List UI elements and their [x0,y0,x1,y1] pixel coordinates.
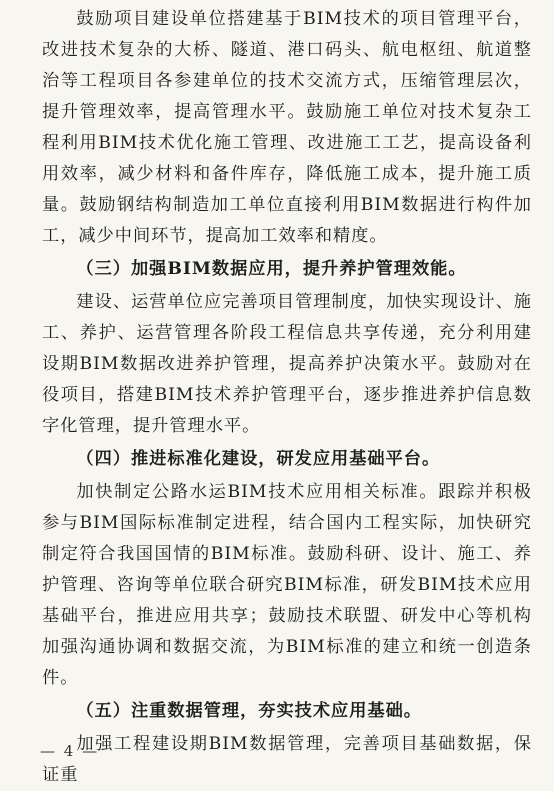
section-heading-4: （四）推进标准化建设，研发应用基础平台。 [76,449,441,469]
document-body [42,4,532,791]
paragraph-standards: 加快制定公路水运BIM技术应用相关标准。跟踪并积极参与BIM国际标准制定进程，结合国内工程实际，加快研究制定符合我国国情的BIM标准。鼓励科研、设计、施工、养护管理、咨询等单位联合研究BIM标准，研发BIM技术应用基础平台，推进应用共享；鼓励技术联盟、研发中心等机构加强沟通协调和数据交流，为BIM标准的建立和统一创造条件。 [42,482,532,688]
section-heading-3: （三）加强BIM数据应用，提升养护管理效能。 [76,259,467,279]
paragraph-bim-platform: 鼓励项目建设单位搭建基于BIM技术的项目管理平台，改进技术复杂的大桥、隧道、港口码头、航电枢纽、航道整治等工程项目各参建单位的技术交流方式，压缩管理层次，提升管理效率，提高管理水平。鼓励施工单位对技术复杂工程利用BIM技术优化施工管理、改进施工工艺，提高设备利用效率，减少材料和备件库存，降低施工成本，提升施工质量。鼓励钢结构制造加工单位直接利用BIM数据进行构件加工，减少中间环节，提高加工效率和精度。 [42,9,532,246]
paragraph-maintenance: 建设、运营单位应完善项目管理制度，加快实现设计、施工、养护、运营管理各阶段工程信息共享传递，充分利用建设期BIM数据改进养护管理，提高养护决策水平。鼓励对在役项目，搭建BIM技术养护管理平台，逐步推进养护信息数字化管理，提升管理水平。 [42,292,532,436]
section-heading-5: （五）注重数据管理，夯实技术应用基础。 [76,701,422,721]
paragraph-data-management: 加强工程建设期BIM数据管理，完善项目基础数据，保证重 [42,734,532,785]
page-number: — 4 — [40,742,100,760]
